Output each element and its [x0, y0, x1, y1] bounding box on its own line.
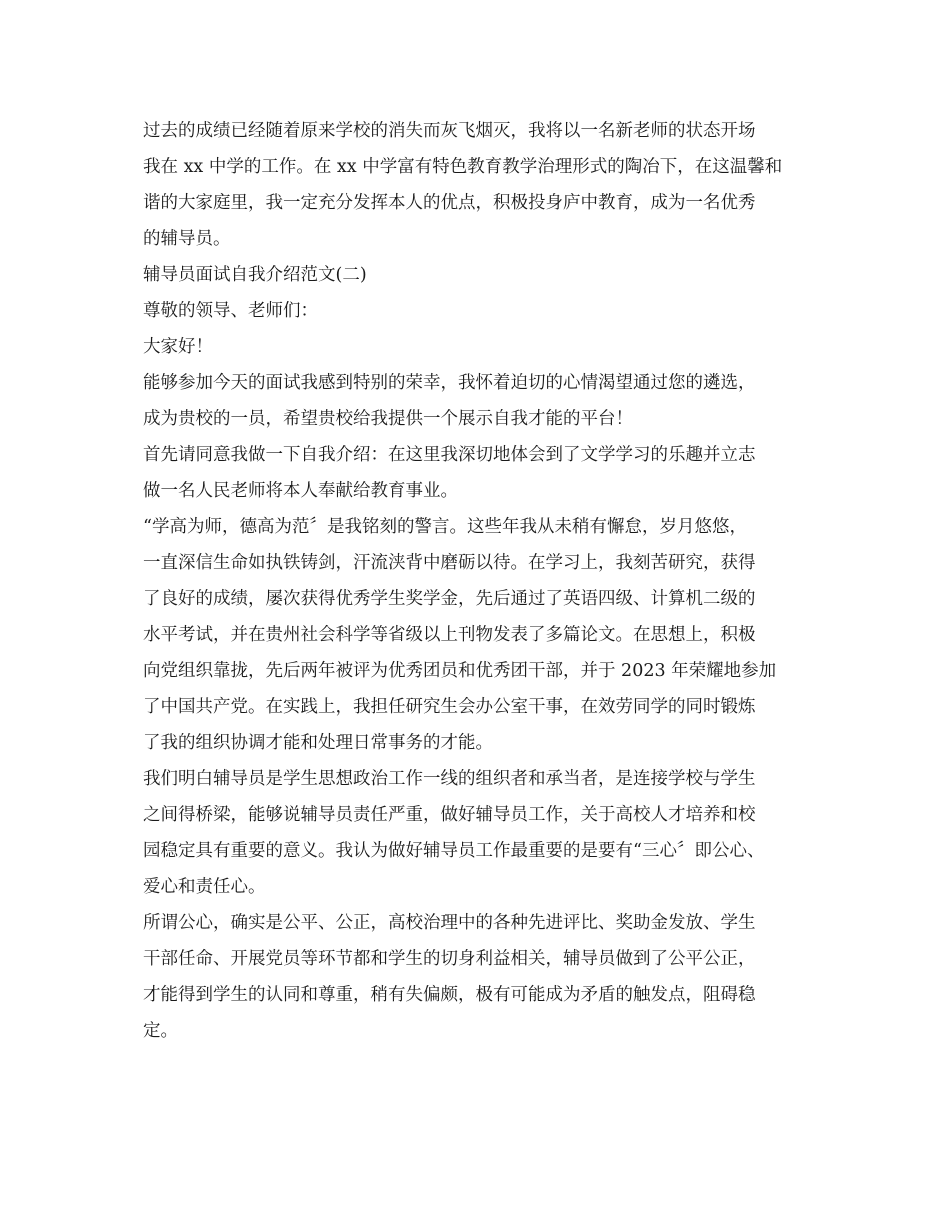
- text-line: 的辅导员。: [143, 229, 231, 249]
- text-line: 了中国共产党。在实践上，我担任研究生会办公室干事，在效劳同学的同时锻炼: [143, 697, 756, 717]
- text-line: 谐的大家庭里，我一定充分发挥本人的优点，积极投身庐中教育，成为一名优秀: [143, 193, 756, 213]
- text-line: 了良好的成绩，屡次获得优秀学生奖学金，先后通过了英语四级、计算机二级的: [143, 589, 756, 609]
- text-line: 大家好！: [143, 337, 213, 357]
- text-line: 干部任命、开展党员等环节都和学生的切身利益相关，辅导员做到了公平公正，: [143, 949, 756, 969]
- text-line: 首先请同意我做一下自我介绍：在这里我深切地体会到了文学学习的乐趣并立志: [143, 445, 756, 465]
- paragraph-intro-closing: [143, 113, 823, 257]
- text-line: 过去的成绩已经随着原来学校的消失而灰飞烟灭，我将以一名新老师的状态开场: [143, 121, 756, 141]
- document-body: [143, 113, 823, 1049]
- paragraph-counselor-role: [143, 761, 823, 905]
- text-line: 我在 xx 中学的工作。在 xx 中学富有特色教育教学治理形式的陶冶下，在这温馨和: [143, 157, 783, 177]
- section-heading: [143, 257, 823, 293]
- paragraph-achievements: [143, 509, 823, 761]
- text-line: 园稳定具有重要的意义。我认为做好辅导员工作最重要的是要有“三心〞即公心、: [143, 841, 765, 861]
- paragraph-self-intro: [143, 437, 823, 509]
- text-line: 一直深信生命如执铁铸剑，汗流浃背中磨砺以待。在学习上，我刻苦研究，获得: [143, 553, 756, 573]
- salutation: [143, 293, 823, 329]
- text-line: 爱心和责任心。: [143, 877, 266, 897]
- greeting: [143, 329, 823, 365]
- text-line: 辅导员面试自我介绍范文(二): [143, 265, 367, 285]
- text-line: 定。: [143, 1021, 178, 1041]
- text-line: 成为贵校的一员，希望贵校给我提供一个展示自我才能的平台！: [143, 409, 633, 429]
- text-line: 之间得桥梁，能够说辅导员责任严重，做好辅导员工作，关于高校人才培养和校: [143, 805, 756, 825]
- text-line: 水平考试，并在贵州社会科学等省级以上刊物发表了多篇论文。在思想上，积极: [143, 625, 756, 645]
- text-line: 我们明白辅导员是学生思想政治工作一线的组织者和承当者，是连接学校与学生: [143, 769, 756, 789]
- text-line: 尊敬的领导、老师们：: [143, 301, 318, 321]
- paragraph-opening: [143, 365, 823, 437]
- text-line: 了我的组织协调才能和处理日常事务的才能。: [143, 733, 493, 753]
- text-line: 所谓公心，确实是公平、公正，高校治理中的各种先进评比、奖助金发放、学生: [143, 913, 756, 933]
- paragraph-fairness: [143, 905, 823, 1049]
- text-line: “学高为师，德高为范〞是我铭刻的警言。这些年我从未稍有懈怠，岁月悠悠，: [143, 517, 747, 537]
- text-line: 才能得到学生的认同和尊重，稍有失偏颇，极有可能成为矛盾的触发点，阻碍稳: [143, 985, 756, 1005]
- text-line: 能够参加今天的面试我感到特别的荣幸，我怀着迫切的心情渴望通过您的遴选，: [143, 373, 756, 393]
- text-line: 向党组织靠拢，先后两年被评为优秀团员和优秀团干部，并于 2023 年荣耀地参加: [143, 661, 777, 681]
- text-line: 做一名人民老师将本人奉献给教育事业。: [143, 481, 458, 501]
